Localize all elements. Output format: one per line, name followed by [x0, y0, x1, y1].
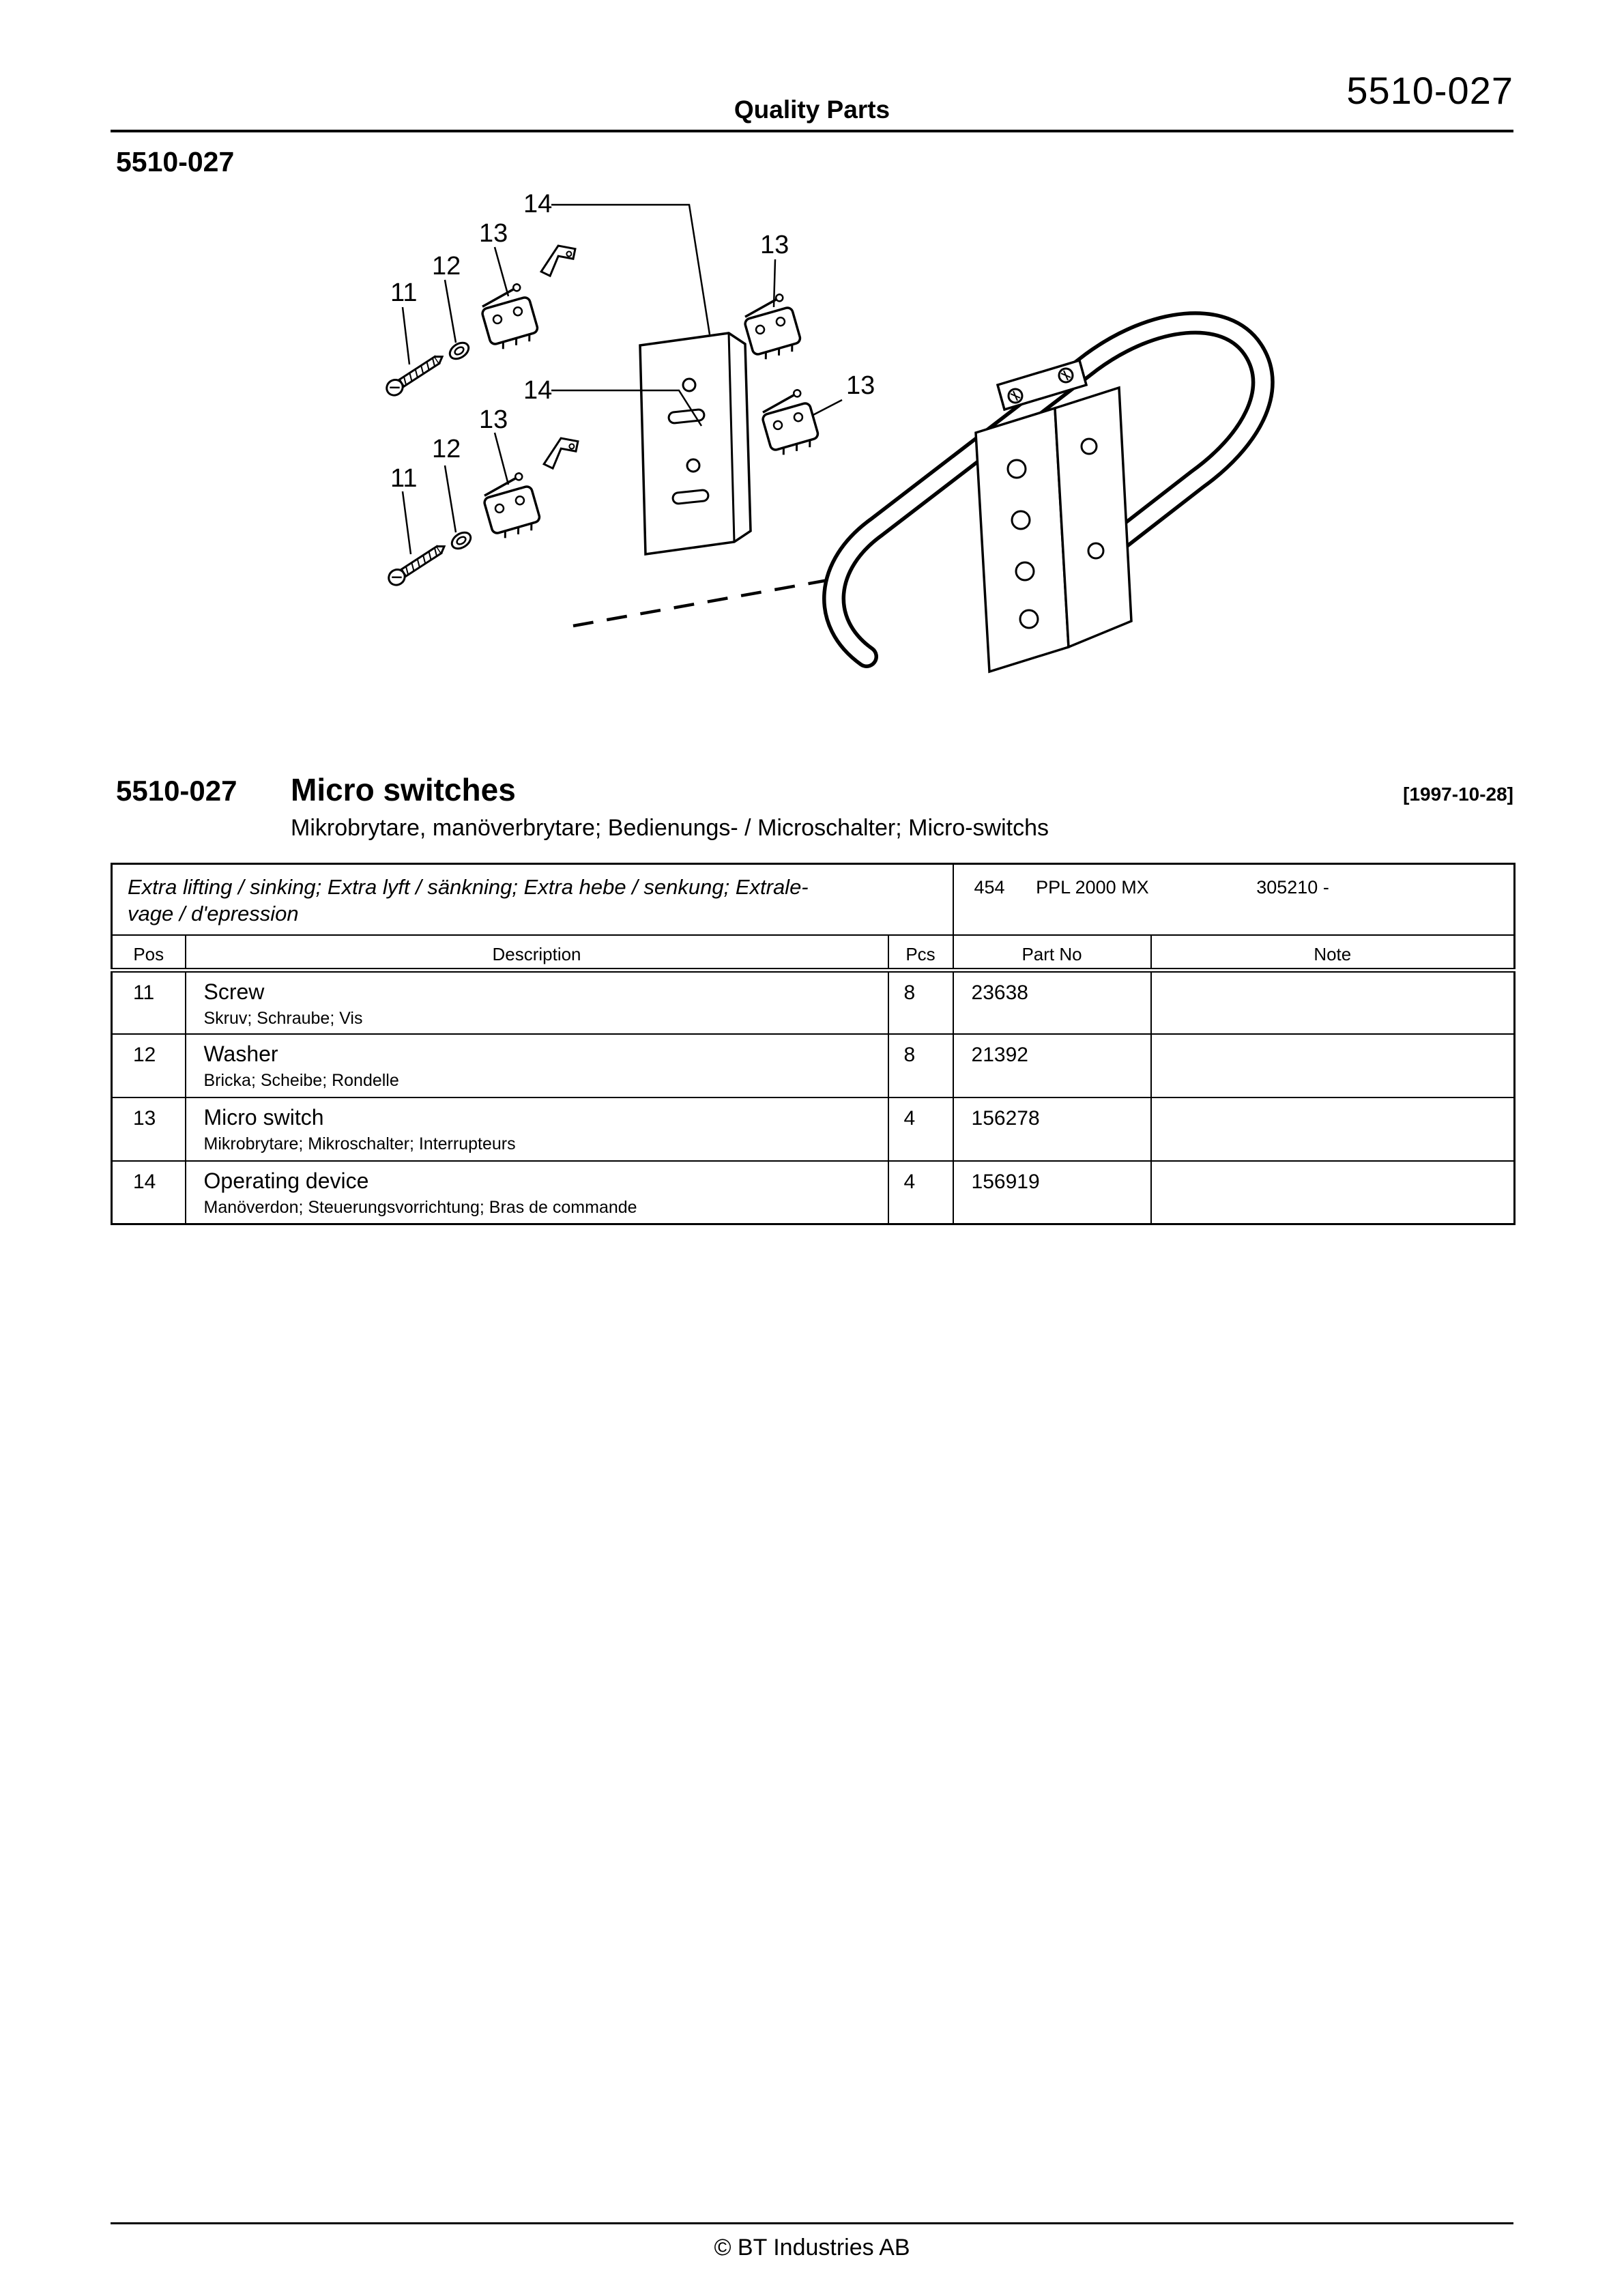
description-cell — [186, 1161, 888, 1224]
table-row — [112, 971, 1515, 1034]
footer-rule — [111, 2222, 1513, 2224]
plate-hole — [1012, 511, 1030, 529]
column-header-description: Description — [186, 935, 888, 971]
pcs-cell: 4 — [888, 1097, 953, 1161]
part-name-translations: Manöverdon; Steuerungsvorrichtung; Bras de commande — [203, 1197, 637, 1217]
callout-labels — [390, 190, 875, 493]
part-no-cell: 23638 — [953, 971, 1151, 1034]
plate-hole — [1088, 543, 1103, 558]
callout-label: 13 — [846, 371, 875, 400]
plate-hole — [1020, 610, 1038, 628]
callout-label: 14 — [523, 190, 553, 218]
pos-cell: 12 — [112, 1034, 186, 1097]
plate-hole — [1008, 460, 1026, 478]
section-heading — [116, 771, 1513, 842]
variant-code: 454 — [974, 877, 1005, 898]
operating-device-part — [540, 436, 581, 470]
assembly-dashed-line — [573, 578, 839, 626]
pos-cell: 14 — [112, 1161, 186, 1224]
callout-label: 13 — [479, 219, 508, 248]
section-title: Micro switches — [291, 772, 516, 807]
callout-label: 13 — [760, 231, 789, 259]
mounting-plate — [640, 333, 751, 554]
variant-description-line2: vage / d'epression — [128, 901, 299, 925]
table-row — [112, 1161, 1515, 1224]
callout-label: 12 — [432, 252, 461, 281]
callout-label: 11 — [390, 278, 418, 307]
variant-row — [112, 864, 1515, 935]
plate-slot — [672, 489, 708, 504]
part-no-cell: 156919 — [953, 1161, 1151, 1224]
section-subtitle: Mikrobrytare, manöverbrytare; Bedienungs- / Microschalter; Micro-switchs — [291, 815, 1049, 841]
page-title: Quality Parts — [734, 96, 890, 124]
document-number-top: 5510-027 — [1346, 69, 1513, 112]
section-number-left: 5510-027 — [116, 146, 235, 177]
pcs-cell: 4 — [888, 1161, 953, 1224]
operating-device-part — [538, 244, 578, 277]
pos-cell: 11 — [112, 971, 186, 1034]
note-cell — [1151, 1161, 1515, 1224]
table-row — [112, 1034, 1515, 1097]
callout-label: 14 — [523, 376, 553, 405]
part-name: Screw — [203, 979, 265, 1004]
bracket-plate-side — [1055, 388, 1131, 647]
column-header-note: Note — [1151, 935, 1515, 971]
bolt-icon — [1059, 369, 1073, 382]
pcs-cell: 8 — [888, 971, 953, 1034]
callout-label: 11 — [390, 464, 418, 493]
part-name-translations: Skruv; Schraube; Vis — [203, 1009, 363, 1028]
callout-label: 12 — [432, 435, 461, 463]
exploded-diagram — [368, 179, 1337, 745]
screw-part — [386, 540, 448, 588]
washer-part — [449, 529, 474, 551]
note-cell — [1151, 971, 1515, 1034]
note-cell — [1151, 1034, 1515, 1097]
section-date: [1997-10-28] — [1403, 784, 1513, 805]
bracket-assembly — [834, 323, 1263, 672]
micro-switch-part — [479, 471, 542, 541]
description-cell — [186, 1097, 888, 1161]
variant-serial-range: 305210 - — [1256, 877, 1329, 898]
column-header-part-no: Part No — [953, 935, 1151, 971]
part-no-cell: 21392 — [953, 1034, 1151, 1097]
header-rule — [111, 130, 1513, 132]
column-header-pcs: Pcs — [888, 935, 953, 971]
part-name: Operating device — [203, 1168, 369, 1193]
table-header-row — [112, 935, 1515, 971]
screw-part — [383, 350, 446, 398]
micro-switch-part — [740, 292, 803, 362]
part-name-translations: Mikrobrytare; Mikroschalter; Interrupteurs — [203, 1134, 516, 1153]
description-cell — [186, 971, 888, 1034]
note-cell — [1151, 1097, 1515, 1161]
part-name: Washer — [203, 1041, 278, 1066]
plate-hole — [1016, 562, 1034, 580]
variant-model: PPL 2000 MX — [1036, 877, 1149, 898]
bolt-icon — [1009, 389, 1022, 403]
callout-label: 13 — [479, 405, 508, 434]
bracket-plate-front — [976, 408, 1069, 672]
plate-hole — [683, 379, 695, 391]
variant-description — [112, 864, 953, 935]
micro-switch-part — [757, 388, 821, 458]
micro-switch-part — [477, 282, 540, 352]
part-name: Micro switch — [203, 1104, 324, 1130]
table-row — [112, 1097, 1515, 1161]
variant-description-line1: Extra lifting / sinking; Extra lyft / sänkning; Extra hebe / senkung; Extrale- — [128, 875, 809, 899]
part-name-translations: Bricka; Scheibe; Rondelle — [203, 1070, 399, 1090]
pcs-cell: 8 — [888, 1034, 953, 1097]
column-header-pos: Pos — [112, 935, 186, 971]
part-no-cell: 156278 — [953, 1097, 1151, 1161]
washer-part — [447, 339, 472, 362]
variant-info — [953, 864, 1515, 935]
parts-table — [111, 863, 1516, 1225]
plate-hole — [687, 459, 699, 472]
section-number: 5510-027 — [116, 775, 237, 807]
plate-hole — [1082, 439, 1097, 454]
pos-cell: 13 — [112, 1097, 186, 1161]
description-cell — [186, 1034, 888, 1097]
footer-copyright: © BT Industries AB — [714, 2235, 910, 2261]
